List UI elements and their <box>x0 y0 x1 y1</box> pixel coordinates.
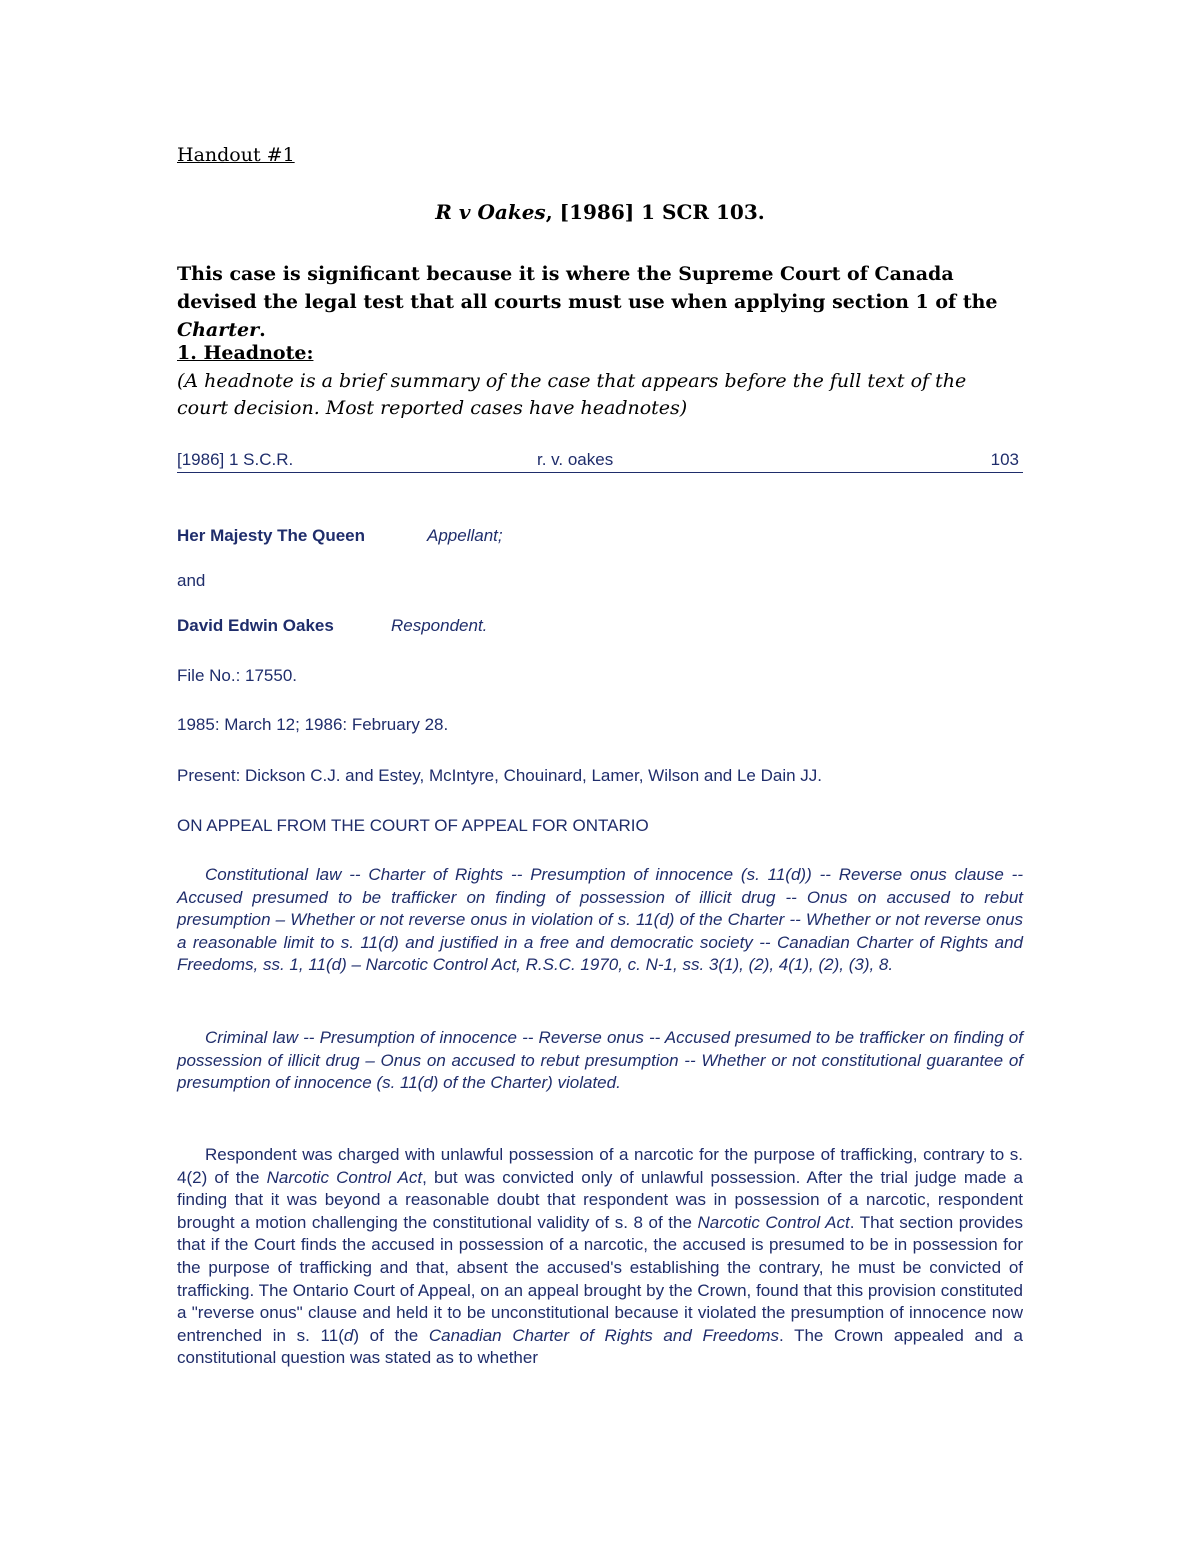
significance-text: This case is significant because it is where the Supreme Court of Canada devised the legal test that all courts must use when applying section 1 of the <box>177 263 998 313</box>
appellant-name: Her Majesty The Queen <box>177 526 366 545</box>
hearing-dates: 1985: March 12; 1986: February 28. <box>177 715 449 734</box>
catchwords-constitutional: Constitutional law -- Charter of Rights -- Presumption of innocence (s. 11(d)) -- Reverse onus clause -- Accused presumed to be trafficker on finding of possession of illicit drug -- Onus on accused to rebut presumption – Whether or not reverse onus in violation of s. 11(d) of the Charter -- Whether or not reverse onus a reasonable limit to s. 11(d) and justified in a free and democratic society -- Canadian Charter of Rights and Freedoms, ss. 1, 11(d) – Narcotic Control Act, R.S.C. 1970, c. N-1, ss. 3(1), (2), 4(1), (2), (3), 8. <box>177 865 1023 975</box>
case-title <box>177 200 1023 224</box>
summary-paragraph <box>177 1144 1023 1370</box>
summary-d: d <box>343 1325 354 1345</box>
respondent-name: David Edwin Oakes <box>177 616 334 635</box>
summary-act-1: Narcotic Control Act <box>266 1167 423 1187</box>
headnote-heading: 1. Headnote: <box>177 342 314 364</box>
report-page-number: 103 <box>990 450 1019 469</box>
file-number: File No.: 17550. <box>177 666 298 685</box>
headnote-description: (A headnote is a brief summary of the case that appears before the full text of the court decision. Most reported cases have headnotes) <box>177 370 967 419</box>
handout-label: Handout #1 <box>177 144 295 166</box>
case-name: R v Oakes <box>435 200 546 224</box>
on-appeal-from: ON APPEAL FROM THE COURT OF APPEAL FOR ONTARIO <box>177 816 649 835</box>
significance-statement <box>177 260 1023 344</box>
judges-present: Present: Dickson C.J. and Estey, McIntyre, Chouinard, Lamer, Wilson and Le Dain JJ. <box>177 766 823 785</box>
summary-part-3: . That section provides that if the Court finds the accused in possession of a narcotic, the accused is presumed to be in possession for the purpose of trafficking and that, absent the accused's establishing the contrary, he must be convicted of trafficking. The Ontario Court of Appeal, on an appeal brought by the Crown, found that this provision constituted a "reverse onus" clause and held it to be unconstitutional because it violated the presumption of innocence now entrenched in s. 11( <box>177 1212 1023 1345</box>
summary-part-2: , but was convicted only of unlawful possession. After the trial judge made a finding that it was beyond a reasonable doubt that respondent was in possession of a narcotic, respondent brought a motion challenging the constitutional validity of s. 8 of the <box>177 1167 1023 1232</box>
report-case-name: r. v. oakes <box>537 450 614 469</box>
significance-charter: Charter <box>177 319 260 341</box>
respondent-line <box>177 616 488 636</box>
summary-act-2: Narcotic Control Act <box>697 1212 850 1232</box>
summary-part-4: ) of the <box>353 1325 429 1345</box>
respondent-role: Respondent. <box>391 616 488 635</box>
report-header <box>177 448 1023 473</box>
catchwords-criminal: Criminal law -- Presumption of innocence -- Reverse onus -- Accused presumed to be trafficker on finding of possession of illicit drug – Onus on accused to rebut presumption -- Whether or not constitutional guarantee of presumption of innocence (s. 11(d) of the Charter) violated. <box>177 1028 1023 1093</box>
appellant-line <box>177 526 503 546</box>
significance-end: . <box>259 319 266 341</box>
summary-charter: Canadian Charter of Rights and Freedoms <box>428 1325 779 1345</box>
appellant-role: Appellant; <box>427 526 503 545</box>
case-citation: , [1986] 1 SCR 103. <box>545 200 765 224</box>
report-citation: [1986] 1 S.C.R. <box>177 450 294 469</box>
summary-part-1: Respondent was charged with unlawful possession of a narcotic for the purpose of trafficking, contrary to s. 4(2) of the <box>177 1145 1023 1187</box>
and-word: and <box>177 571 206 590</box>
summary-part-5: . The Crown appealed and a constitutional question was stated as to whether <box>177 1325 1023 1368</box>
